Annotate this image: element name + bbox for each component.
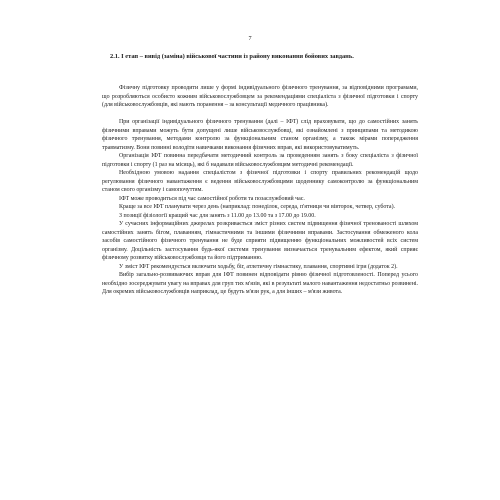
paragraph-5: ІФТ може проводиться під час самостійної роботи та позаслужбовий час. [119, 195, 305, 202]
paragraph-2: При організації індивідуального фізичного тренування (далі – ІФТ) слід враховувати, що до самостійних занять фізичними вправами можуть бути допущені лише військовослужбовці, які ознайомлені з принципами та методикою фізичного тренування, методами контролю за функціональним станом організму, а також мірами попередження травматизму. Вони повинні володіти навичками виконання фізичних вправ, які використовуватимуть. [102, 119, 418, 151]
page-number: 7 [248, 35, 252, 42]
body-text [102, 84, 418, 297]
paragraph-3: Організація ІФТ повинна передбачати методичний контроль за проведенням занять з боку спеціаліста з фізичної підготовки і спорту (1 раз на місяць), які б надавали військовослужбовцям методичні рекомендації. [102, 153, 418, 168]
paragraph-7: З позиції фізіології кращий час для занять з 11.00 до 13.00 та з 17.00 до 19.00. [119, 212, 316, 219]
paragraph-4: Необхідною умовою надання спеціалістом з фізичної підготовки і спорту правильних рекомендацій щодо регулювання фізичного навантаження є ведення військовослужбовцями щоденнику самоконтролю за функціональним станом свого організму і самопочуттям. [102, 170, 418, 194]
paragraph-6: Краще за все ІФТ планувати через день (наприклад: понеділок, середа, п'ятниця чи вівторок, четвер, субота). [119, 204, 396, 211]
paragraph-8: У сучасних інформаційних джерелах розкривається зміст різних систем підвищення фізичної тренованості шляхом самостійних занять бігом, плаванням, гімнастичними та іншими фізичними вправами. Застосування обмеженого кола засобів самостійного фізичного тренування не буде сприяти підвищенню функціональних можливостей всіх систем організму. Доцільність застосування будь-якої системи тренування визначається тренувальним ефектом, який сприяє фізичному розвитку військовослужбовця та його підтриманню. [102, 221, 418, 262]
paragraph-10: Вибір загально-розвиваючих вправ для ІФТ повинен відповідати рівню фізичної підготовленості. Поперед усього необхідно зосереджувати увагу на вправах для груп тих м'язів, які в результаті малого навантаження недостатньо розвинені. Для окремих військовослужбовців наприклад, це будуть м'язи рук, а для інших – м'язи живота. [102, 272, 418, 296]
paragraph-9: У зміст ІФТ рекомендується включати ходьбу, біг, атлетичну гімнастику, плавання, спортивні ігри (додаток 2). [119, 263, 398, 270]
section-heading: 2.1. I етап – вивід (заміна) військової частини із району виконання бойових завдань. [110, 53, 354, 60]
paragraph-1: Фізичну підготовку проводити лише у формі індивідуального фізичного тренування, за відповідними програмами, що розробляються особисто кожним військовослужбовцем за рекомендаціями спеціаліста з фізичної підготовки і спорту (для військовослужбовців, які мають поранення – за консультації медичного працівника). [102, 85, 418, 109]
